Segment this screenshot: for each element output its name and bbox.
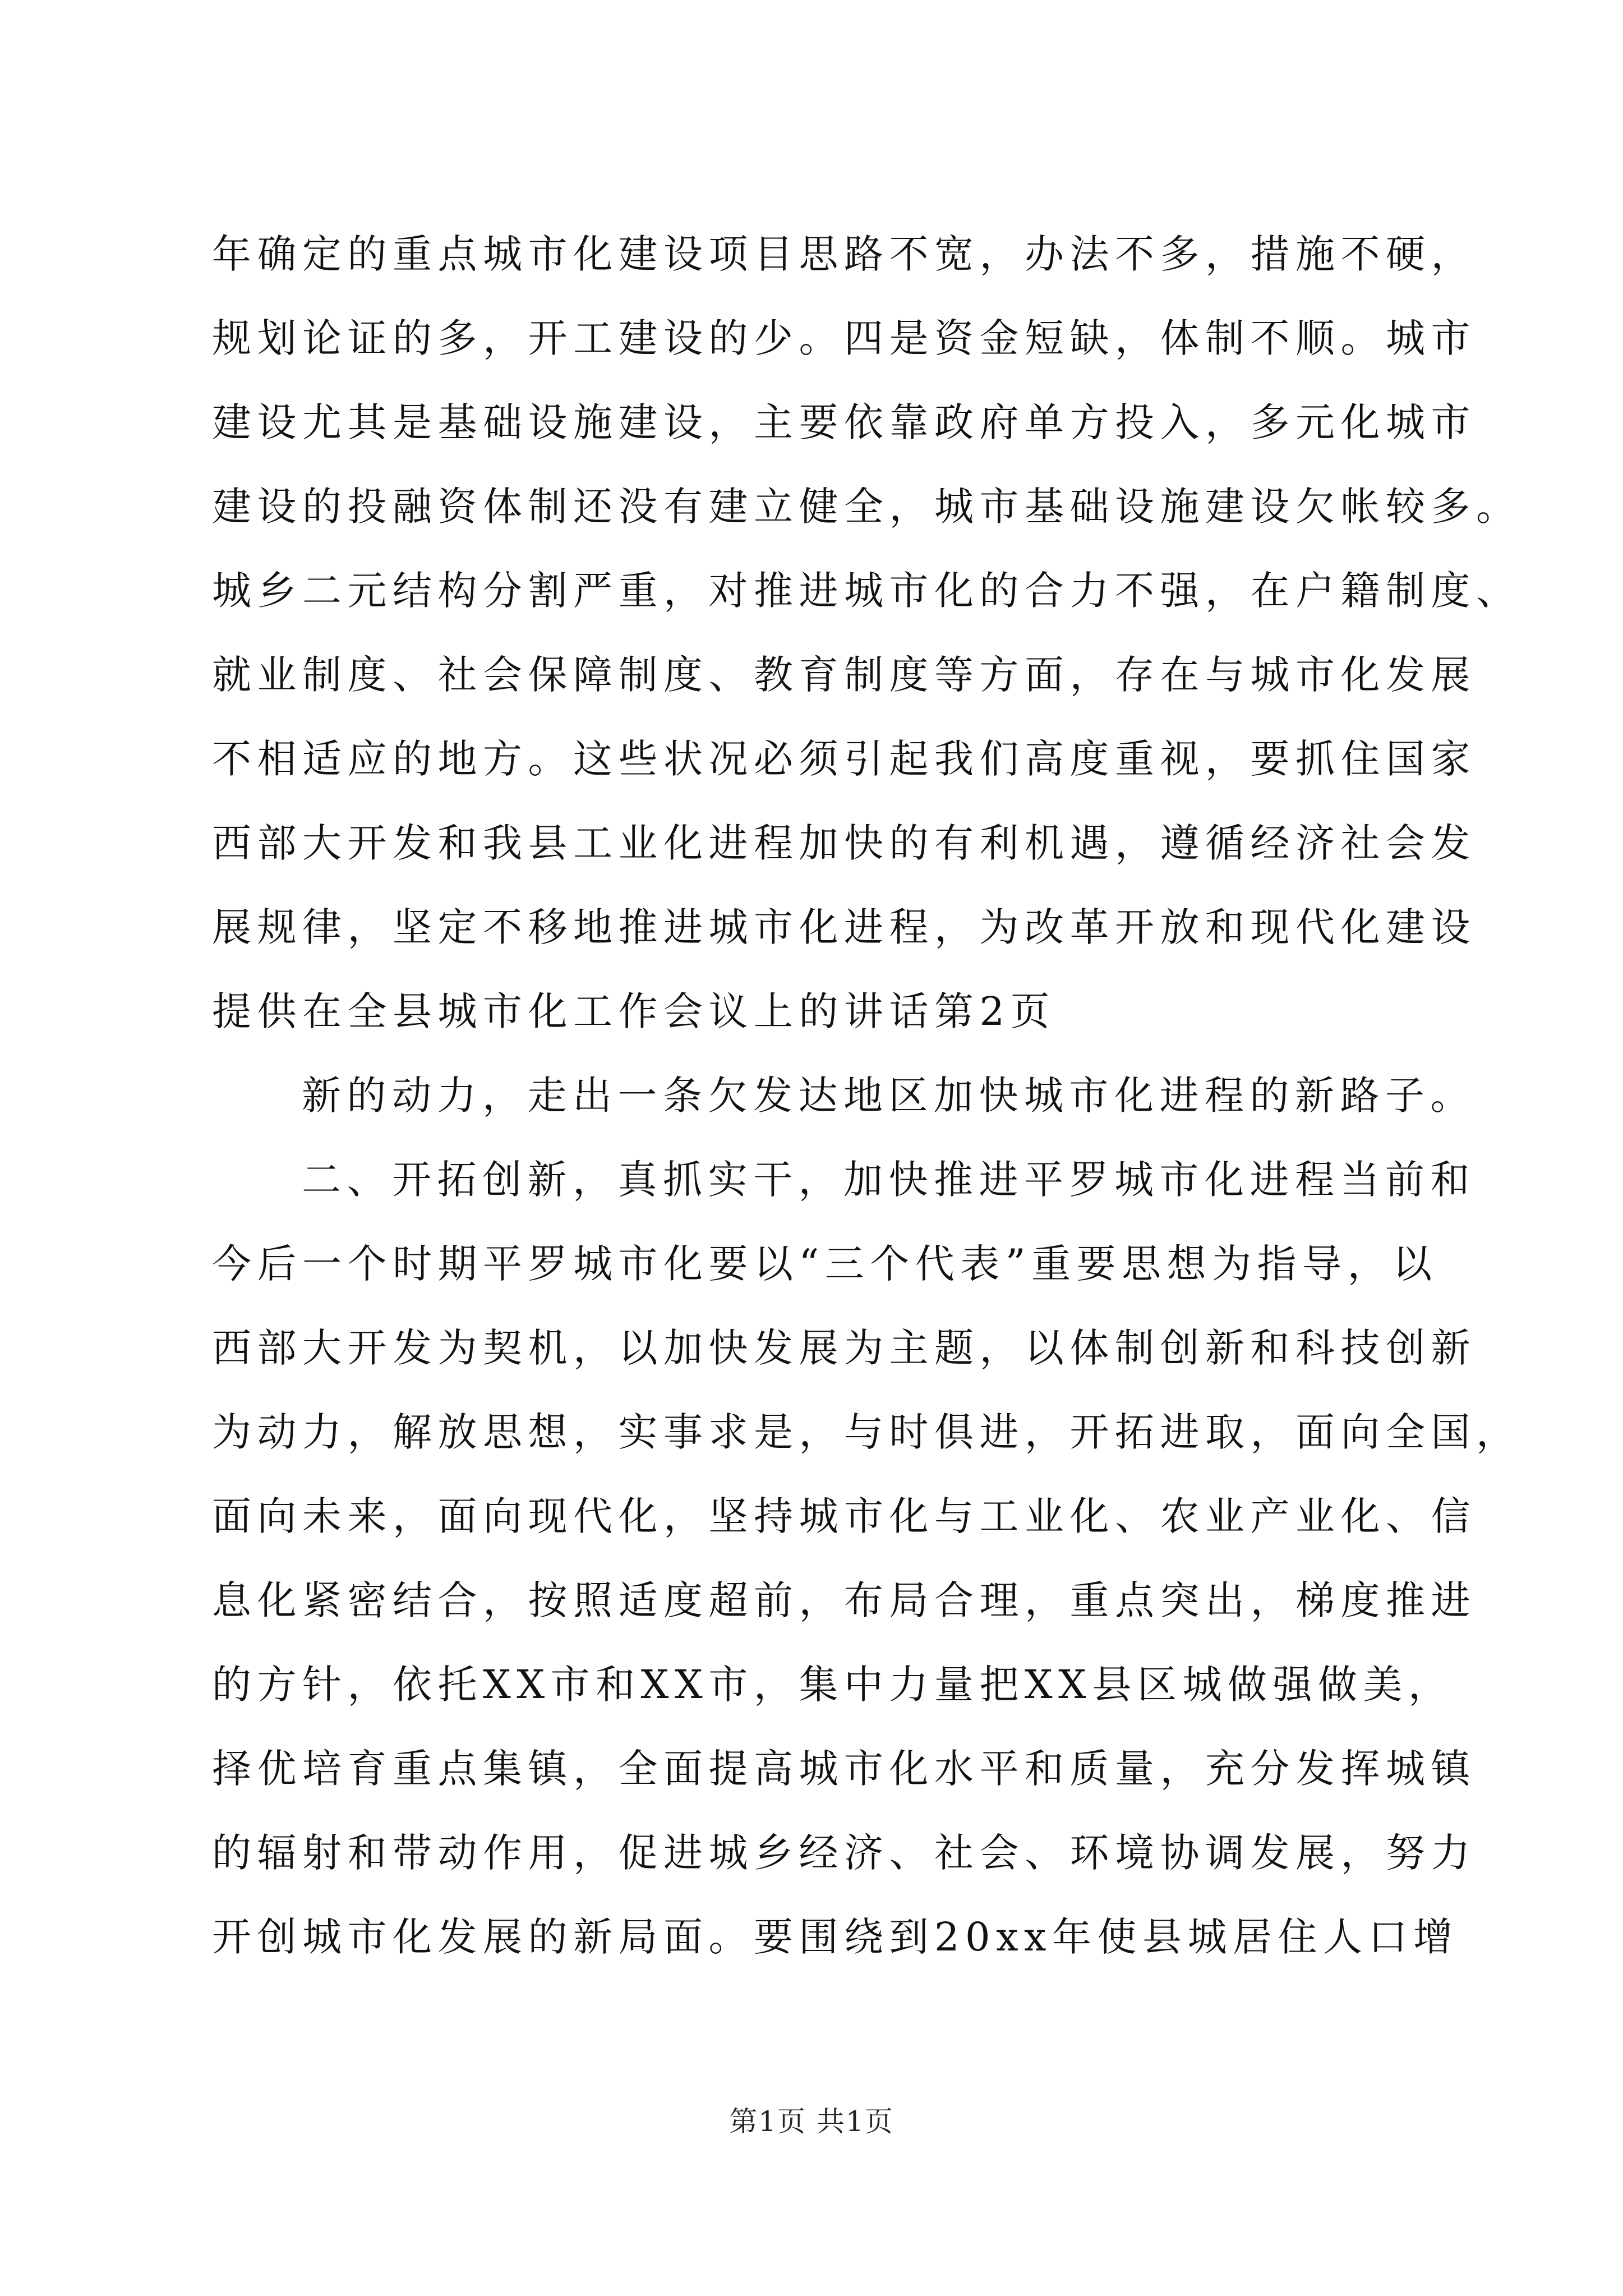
paragraph-start-line: 二、开拓创新，真抓实干，加快推进平罗城市化进程当前和 [302, 1157, 1476, 1203]
text-line: 提供在全县城市化工作会议上的讲话第2页 [212, 988, 1056, 1034]
text-line: 为动力，解放思想，实事求是，与时俱进，开拓进取，面向全国， [212, 1409, 1521, 1455]
text-line: 规划论证的多，开工建设的少。四是资金短缺，体制不顺。城市 [212, 315, 1476, 361]
text-line: 城乡二元结构分割严重，对推进城市化的合力不强，在户籍制度、 [212, 568, 1521, 614]
text-line: 不相适应的地方。这些状况必须引起我们高度重视，要抓住国家 [212, 736, 1476, 782]
text-line: 西部大开发和我县工业化进程加快的有利机遇，遵循经济社会发 [212, 820, 1476, 866]
paragraph-start-line: 新的动力，走出一条欠发达地区加快城市化进程的新路子。 [302, 1073, 1476, 1119]
text-line: 就业制度、社会保障制度、教育制度等方面，存在与城市化发展 [212, 652, 1476, 698]
text-line: 息化紧密结合，按照适度超前，布局合理，重点突出，梯度推进 [212, 1577, 1476, 1623]
text-line: 今后一个时期平罗城市化要以“三个代表”重要思想为指导，以 [212, 1241, 1438, 1287]
text-line: 的辐射和带动作用，促进城乡经济、社会、环境协调发展，努力 [212, 1830, 1476, 1876]
text-line: 西部大开发为契机，以加快发展为主题，以体制创新和科技创新 [212, 1325, 1476, 1371]
text-line: 开创城市化发展的新局面。要围绕到20xx年使县城居住人口增 [212, 1914, 1459, 1960]
text-line: 的方针，依托XX市和XX市，集中力量把XX县区城做强做美， [212, 1662, 1454, 1708]
text-line: 展规律，坚定不移地推进城市化进程，为改革开放和现代化建设 [212, 904, 1476, 950]
text-line: 建设尤其是基础设施建设，主要依靠政府单方投入，多元化城市 [212, 399, 1476, 445]
text-line: 年确定的重点城市化建设项目思路不宽，办法不多，措施不硬， [212, 231, 1476, 277]
page-footer: 第1页 共1页 [729, 2105, 894, 2138]
text-line: 择优培育重点集镇，全面提高城市化水平和质量，充分发挥城镇 [212, 1746, 1476, 1792]
text-line: 面向未来，面向现代化，坚持城市化与工业化、农业产业化、信 [212, 1493, 1476, 1539]
text-line: 建设的投融资体制还没有建立健全，城市基础设施建设欠帐较多。 [212, 484, 1521, 530]
